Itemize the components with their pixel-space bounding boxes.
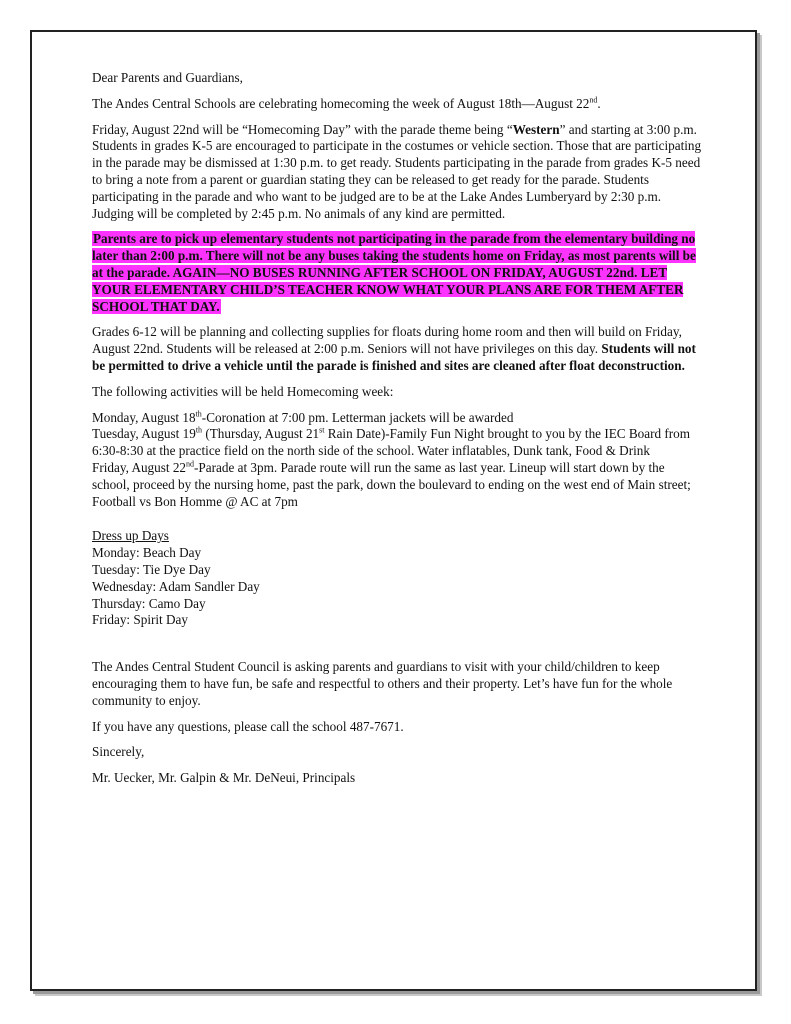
activities-list [92, 410, 702, 511]
activities-intro: The following activities will be held Homecoming week: [92, 383, 394, 399]
questions-paragraph: If you have any questions, please call the school 487-7671. [92, 718, 404, 734]
activity-friday: Friday, August 22nd-Parade at 3pm. Parade route will run the same as last year. Lineup will start down by the school, proceed by the nursing home, past the park, down the boulevard to ending on the west end of Main street; Football vs Bon Homme @ AC at 7pm [92, 459, 691, 509]
dress-day: Friday: Spirit Day [92, 612, 188, 628]
grades-paragraph: Grades 6-12 will be planning and collecting supplies for floats during home room and then will build on Friday, August 22nd. Students will be released at 2:00 p.m. Seniors will not have privileges on this day. Students will not be permitted to drive a vehicle until the parade is finished and sites are cleaned after float deconstruction. [92, 324, 696, 373]
greeting: Dear Parents and Guardians, [92, 70, 243, 85]
dress-up-title: Dress up Days [92, 528, 169, 544]
dress-day: Wednesday: Adam Sandler Day [92, 578, 260, 594]
driving-notice: Students will not be permitted to drive a vehicle until the parade is finished and sites are cleaned after float deconstruction. [92, 341, 696, 373]
signature: Mr. Uecker, Mr. Galpin & Mr. DeNeui, Principals [92, 770, 356, 786]
parade-theme: Western [512, 121, 560, 137]
activity-monday: Monday, August 18th-Coronation at 7:00 pm. Letterman jackets will be awarded [92, 409, 514, 425]
letter-body [92, 70, 702, 796]
dress-day: Monday: Beach Day [92, 545, 202, 561]
homecoming-day-paragraph: Friday, August 22nd will be “Homecoming Day” with the parade theme being “Western” and starting at 3:00 p.m. Students in grades K-5 are encouraged to participate in the costumes or vehicle section. Those that are participating in the parade may be dismissed at 1:30 p.m. to get ready. Students participating in the parade from grades K-5 need to bring a note from a parent or guardian stating they can be released to get ready for the parade. Students participating in the parade and who want to be judged are to be at the Lake Andes Lumberyard by 2:30 p.m. Judging will be completed by 2:45 p.m. No animals of any kind are permitted. [92, 121, 702, 221]
intro-paragraph: The Andes Central Schools are celebrating homecoming the week of August 18th—August 22nd. [92, 95, 601, 111]
dress-day: Tuesday: Tie Dye Day [92, 561, 211, 577]
student-council-paragraph: The Andes Central Student Council is asking parents and guardians to visit with your child/children to keep encouraging them to have fun, be safe and respectful to others and their property. Let’s have fun for the whole community to enjoy. [92, 659, 673, 708]
closing: Sincerely, [92, 744, 145, 760]
highlighted-notice: Parents are to pick up elementary students not participating in the parade from the elementary building no later than 2:00 p.m. There will not be any buses taking the students home on Friday, as most parents will be at the parade. AGAIN—NO BUSES RUNNING AFTER SCHOOL ON FRIDAY, AUGUST 22nd. LET YOUR ELEMENTARY CHILD’S TEACHER KNOW WHAT YOUR PLANS ARE FOR THEM AFTER SCHOOL THAT DAY. [92, 231, 696, 314]
activity-tuesday: Tuesday, August 19th (Thursday, August 21st Rain Date)-Family Fun Night brought to you by the IEC Board from 6:30-8:30 at the practice field on the north side of the school. Water inflatables, Dunk tank, Food & Drink [92, 425, 691, 459]
dress-up-days [92, 528, 702, 629]
dress-day: Thursday: Camo Day [92, 595, 206, 611]
